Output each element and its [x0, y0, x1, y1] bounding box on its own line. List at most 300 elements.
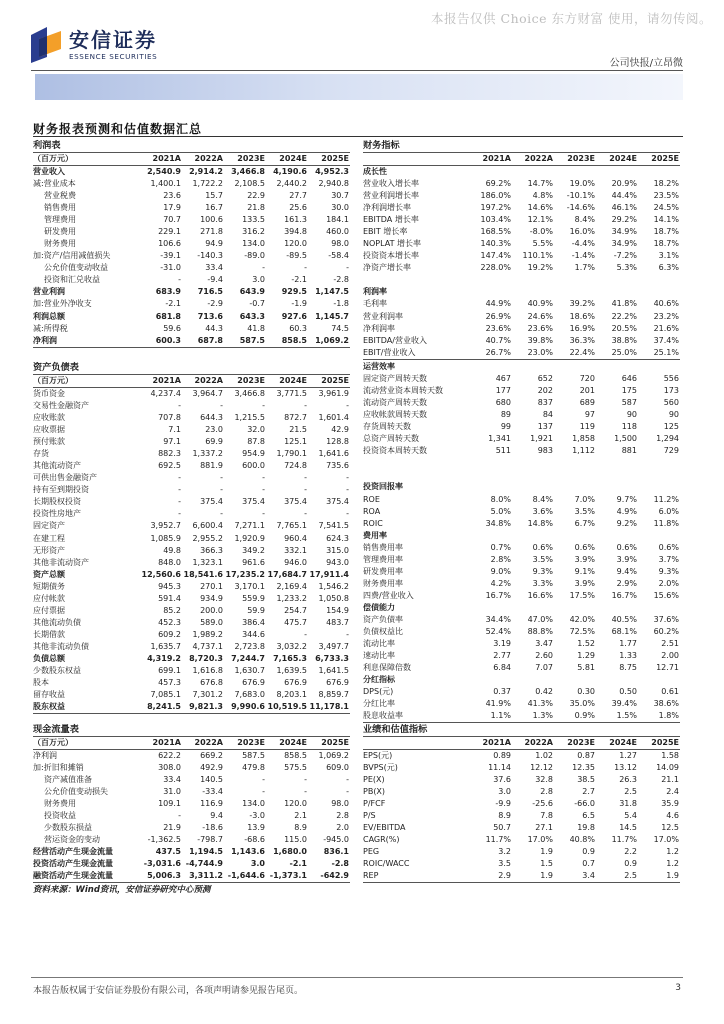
row-label: 少数股东损益	[44, 823, 92, 833]
row-value: 21.6%	[653, 323, 679, 333]
row-value: 452.3	[158, 617, 181, 627]
section-title: 资产负债表	[33, 361, 350, 375]
table-row	[33, 533, 350, 545]
row-value: 1,790.1	[276, 449, 307, 459]
row-label: 四费/营业收入	[363, 590, 414, 600]
row-value: -25.6	[532, 799, 553, 809]
row-value: 836.1	[323, 847, 349, 857]
row-value	[512, 674, 554, 686]
row-value: 3.9%	[616, 554, 637, 564]
row-value: 3.9%	[574, 578, 595, 588]
row-value: 24.5%	[653, 203, 679, 213]
table-row	[363, 566, 680, 578]
table-row	[363, 614, 680, 626]
year-header: 2024E	[266, 153, 308, 166]
row-value: 1.2	[666, 847, 679, 857]
year-header: 2024E	[596, 153, 638, 166]
row-value: -	[262, 473, 265, 483]
row-value: 7.1	[168, 425, 181, 435]
row-value: 927.6	[281, 311, 307, 321]
year-header: 2021A	[140, 153, 182, 166]
row-value: 2,955.2	[192, 533, 223, 543]
row-label: P/FCF	[363, 799, 386, 809]
row-value: -	[262, 401, 265, 411]
row-value: 724.8	[284, 461, 307, 471]
row-value: 643.3	[239, 311, 265, 321]
row-value: 622.2	[158, 751, 181, 760]
table-row	[33, 166, 350, 179]
row-value: 3.6%	[532, 506, 553, 516]
footer-divider	[31, 977, 683, 978]
row-value: 37.6%	[653, 615, 679, 624]
section-title: 利润表	[33, 139, 350, 153]
table-row	[33, 178, 350, 190]
row-value: 0.87	[577, 751, 595, 760]
row-value: 11.14	[488, 763, 511, 773]
row-value: 7.0%	[574, 494, 595, 504]
row-value: 120.0	[284, 799, 307, 809]
row-value: 707.8	[158, 413, 181, 423]
row-value: 18.7%	[653, 227, 679, 237]
row-label: 营业收入增长率	[363, 179, 419, 189]
row-value: -140.3	[197, 251, 223, 261]
row-value: 1.7%	[574, 263, 595, 273]
row-value: -1.4%	[571, 251, 595, 261]
row-value: 2.9	[470, 870, 512, 883]
table-row	[33, 262, 350, 274]
row-value: 12.5	[661, 823, 679, 833]
table-row	[33, 581, 350, 593]
row-value: 11.8%	[653, 518, 679, 528]
row-label: 分红比率	[363, 699, 395, 709]
row-value: 14.6%	[527, 203, 553, 213]
row-value: 12,560.6	[141, 569, 181, 579]
table-row	[363, 870, 680, 883]
row-value: 4,190.6	[273, 167, 307, 176]
row-label: 财务费用率	[363, 578, 403, 588]
row-value: 3.4	[554, 870, 596, 883]
row-value: 271.8	[200, 227, 223, 237]
row-label: 交易性金融资产	[33, 401, 89, 411]
row-value: 41.8%	[611, 299, 637, 309]
row-value: 19.0%	[569, 179, 595, 189]
row-value	[512, 530, 554, 542]
row-value: 0.6%	[616, 542, 637, 552]
row-value: -	[304, 775, 307, 785]
row-value: 94.9	[205, 239, 223, 249]
year-header: 2023E	[224, 153, 266, 166]
row-value: 17,235.2	[225, 569, 265, 579]
row-label: 速动比率	[363, 651, 395, 661]
row-value: 7.8	[540, 811, 553, 821]
table-row	[363, 373, 680, 385]
row-value: 201	[579, 386, 595, 396]
row-value: 1.9	[512, 870, 554, 883]
row-value: 1,635.7	[150, 641, 181, 651]
row-label: 固定资产	[33, 521, 65, 531]
row-value: 394.8	[284, 227, 307, 237]
row-value: 1,500	[614, 434, 637, 444]
year-header: 2023E	[554, 153, 596, 166]
row-label: 净利润率	[363, 323, 395, 333]
row-value: 119	[579, 422, 595, 432]
row-value	[638, 361, 680, 373]
header-row	[363, 153, 680, 166]
row-value: 40.5%	[611, 615, 637, 624]
row-value: 228.0%	[480, 263, 511, 273]
year-header: 2025E	[638, 153, 680, 166]
valuation-metrics-table	[363, 723, 680, 883]
row-value: 9.3%	[658, 566, 679, 576]
table-row	[33, 689, 350, 701]
table-row	[33, 774, 350, 786]
row-value	[596, 469, 638, 481]
row-value: 15.6%	[653, 590, 679, 600]
row-value: 38.6%	[653, 699, 679, 709]
year-header: 2023E	[554, 737, 596, 750]
row-label: 短期债务	[33, 581, 65, 591]
row-value: 2.00	[661, 651, 679, 661]
row-value: -	[346, 509, 349, 519]
row-value: 17,911.4	[309, 569, 349, 579]
table-row	[363, 286, 680, 298]
year-header: 2022A	[512, 153, 554, 166]
row-value: 943.0	[326, 557, 349, 567]
row-value	[638, 457, 680, 469]
row-value: 44.4%	[611, 191, 637, 201]
table-row	[33, 834, 350, 846]
row-value: -	[178, 275, 181, 285]
row-value: 18.2%	[653, 179, 679, 189]
row-value: 22.4%	[554, 347, 596, 360]
row-value: 34.9%	[611, 227, 637, 237]
table-row	[363, 798, 680, 810]
row-value: 52.4%	[485, 627, 511, 637]
row-value: 41.9%	[485, 699, 511, 709]
row-label: 固定资产周转天数	[363, 374, 427, 384]
row-value: 254.7	[284, 605, 307, 615]
row-value: 1,921	[530, 434, 553, 444]
row-value: 31.0	[163, 787, 181, 797]
table-row	[33, 286, 350, 298]
year-header: 2024E	[266, 375, 308, 388]
row-label: 长期股权投资	[33, 497, 81, 507]
row-value	[554, 286, 596, 298]
unit-label: （百万元）	[33, 375, 140, 388]
row-value: 12.35	[572, 763, 595, 773]
table-row	[363, 397, 680, 409]
row-value: -8.0%	[529, 227, 553, 237]
row-value: 587.5	[224, 335, 266, 348]
row-value: 24.6%	[527, 311, 553, 321]
row-label: 毛利率	[363, 299, 387, 309]
row-value: 120.0	[284, 239, 307, 249]
brand-name-en: ESSENCE SECURITIES	[69, 52, 158, 61]
row-value: 38.5	[577, 775, 595, 785]
row-value: 134.0	[242, 799, 265, 809]
row-value: 848.0	[158, 557, 181, 567]
row-value: 1.5	[540, 859, 553, 869]
row-value: 4,237.4	[150, 389, 181, 398]
row-value	[512, 457, 554, 469]
row-value: 716.5	[197, 287, 223, 297]
watermark: 本报告仅供 Choice 东方财富 使用，请勿传阅。	[431, 11, 712, 26]
row-value: -	[304, 473, 307, 483]
row-value: 37.6	[493, 775, 511, 785]
row-value: 0.6%	[574, 542, 595, 552]
row-label: 股本	[33, 678, 49, 688]
row-value: 31.8	[619, 799, 637, 809]
row-value: -	[346, 787, 349, 797]
row-value: 14.09	[656, 763, 679, 773]
row-value: 366.3	[200, 545, 223, 555]
row-value: 1,143.6	[231, 847, 265, 857]
row-value: 37.4%	[653, 335, 679, 345]
row-value: 5.5%	[532, 239, 553, 249]
row-label: 加:折旧和摊销	[33, 763, 84, 773]
row-value: 2.9%	[616, 578, 637, 588]
table-row	[363, 750, 680, 763]
row-label: 货币资金	[33, 389, 65, 398]
row-label: 无形资产	[33, 545, 65, 555]
row-label: 运营效率	[363, 362, 395, 372]
row-value: 18.7%	[653, 239, 679, 249]
row-value: 683.9	[155, 287, 181, 297]
row-value: 14.5	[619, 823, 637, 833]
financial-indicators-table	[363, 139, 680, 360]
table-row	[363, 457, 680, 469]
table-row	[363, 786, 680, 798]
row-value: 2.4	[666, 787, 679, 797]
table-row	[33, 202, 350, 214]
row-value: 881.9	[200, 461, 223, 471]
table-row	[363, 710, 680, 723]
row-value: -	[304, 263, 307, 273]
row-value: 882.3	[158, 449, 181, 459]
row-value: -	[346, 485, 349, 495]
row-value: 1.9	[540, 847, 553, 857]
company-logo	[31, 27, 61, 63]
row-value: 0.37	[493, 687, 511, 697]
row-value	[470, 602, 512, 614]
row-value: 1,641.6	[318, 449, 349, 459]
row-label: P/S	[363, 811, 376, 821]
row-value: 3,964.7	[192, 389, 223, 398]
row-value: 735.6	[326, 461, 349, 471]
row-value: 591.4	[158, 593, 181, 603]
table-row	[363, 274, 680, 286]
row-value: 85.2	[163, 605, 181, 615]
table-row	[363, 385, 680, 397]
row-value: 2.5	[624, 787, 637, 797]
row-label: 财务费用	[44, 239, 76, 249]
row-value: 881	[621, 446, 637, 456]
row-value: -66.0	[574, 799, 595, 809]
row-value: -642.9	[308, 870, 350, 883]
row-value: 575.5	[284, 763, 307, 773]
row-label: 持有至到期投资	[33, 485, 89, 495]
row-value: 7,085.1	[150, 690, 181, 700]
row-value: 11.7%	[611, 835, 637, 845]
row-label: 存货周转天数	[363, 422, 411, 432]
row-value	[596, 274, 638, 286]
row-label	[363, 457, 470, 469]
row-value: 2.2	[624, 847, 637, 857]
row-label: 流动资产周转天数	[363, 398, 427, 408]
table-row	[363, 202, 680, 214]
header-row	[363, 737, 680, 750]
row-value: 2,108.5	[234, 179, 265, 189]
row-value: 23.5%	[653, 191, 679, 201]
row-label: 公允价值变动收益	[44, 263, 108, 273]
row-value: 559.9	[242, 593, 265, 603]
row-value: 26.7%	[470, 347, 512, 360]
row-label: 净利润	[33, 751, 57, 760]
row-value: 32.0	[247, 425, 265, 435]
row-value: 858.5	[266, 335, 308, 348]
row-value: 13.12	[614, 763, 637, 773]
row-value: -14.6%	[566, 203, 595, 213]
row-label: 投资资本增长率	[363, 251, 419, 261]
row-value: 344.6	[242, 629, 265, 639]
row-value	[554, 674, 596, 686]
row-value: 479.8	[242, 763, 265, 773]
row-value: 1,680.0	[273, 847, 307, 857]
row-value: 41.8	[247, 323, 265, 333]
table-row	[33, 484, 350, 496]
row-value: 34.8%	[485, 518, 511, 528]
row-value	[470, 457, 512, 469]
row-value: 133.5	[242, 215, 265, 225]
row-label: NOPLAT 增长率	[363, 239, 422, 249]
row-label: 股东权益	[33, 701, 140, 714]
row-value: -	[178, 811, 181, 821]
row-value: 1,194.5	[189, 847, 223, 857]
row-value: 74.5	[331, 323, 349, 333]
row-value: 680	[495, 398, 511, 408]
row-label: 负债权益比	[363, 627, 403, 637]
row-value: 99	[500, 422, 511, 432]
row-label: REP	[363, 870, 470, 883]
table-row	[363, 542, 680, 554]
row-value: 676.8	[200, 678, 223, 688]
row-value	[596, 530, 638, 542]
row-value: -89.5	[286, 251, 307, 261]
row-value: 42.0%	[569, 615, 595, 624]
row-value: 720	[579, 374, 595, 384]
row-value: 14.8%	[527, 518, 553, 528]
row-value	[596, 361, 638, 373]
row-value: 137	[537, 422, 553, 432]
row-value: 2,723.8	[234, 641, 265, 651]
row-value: 3.19	[493, 639, 511, 649]
row-value: 6.0%	[658, 506, 679, 516]
table-row	[33, 460, 350, 472]
row-value: -	[304, 485, 307, 495]
row-value: 35.0%	[569, 699, 595, 709]
table-row	[363, 530, 680, 542]
row-label: 投资收益	[44, 811, 76, 821]
section-title: 业绩和估值指标	[363, 723, 680, 737]
row-value: 17,684.7	[267, 569, 307, 579]
table-row	[363, 347, 680, 360]
row-value: 676.9	[326, 678, 349, 688]
row-value: 457.3	[158, 678, 181, 688]
row-value: -18.6	[202, 823, 223, 833]
row-value: 983	[537, 446, 553, 456]
row-value: 0.89	[493, 751, 511, 760]
row-value	[638, 602, 680, 614]
row-label: 资产减值准备	[44, 775, 92, 785]
row-value: 33.4	[205, 263, 223, 273]
row-label: 应收帐款周转天数	[363, 410, 427, 420]
row-value	[512, 361, 554, 373]
row-value: 40.8%	[569, 835, 595, 845]
row-value	[638, 530, 680, 542]
row-label: 管理费用	[44, 215, 76, 225]
row-label: 公允价值变动损失	[44, 787, 108, 797]
row-value: -	[262, 263, 265, 273]
row-value: 437.5	[155, 847, 181, 857]
section-title-row	[33, 361, 350, 375]
row-label: 净利润增长率	[363, 203, 411, 213]
row-value: 1,337.2	[192, 449, 223, 459]
row-value: 97.1	[163, 437, 181, 447]
row-value: -33.4	[202, 787, 223, 797]
row-value	[470, 481, 512, 493]
year-header: 2024E	[596, 737, 638, 750]
section-title: 财务指标	[363, 139, 680, 153]
row-label: 其他非流动资产	[33, 557, 89, 567]
row-value: -1.9	[291, 299, 307, 309]
row-value: 3,170.1	[234, 581, 265, 591]
row-value: -	[220, 401, 223, 411]
row-label: 其他流动资产	[33, 461, 81, 471]
section-title-row	[363, 139, 680, 153]
row-value: 4.6	[666, 811, 679, 821]
row-value: 1,085.9	[150, 533, 181, 543]
row-value: 3,771.5	[276, 389, 307, 398]
row-value: 1.2	[666, 859, 679, 869]
row-value: 40.9%	[527, 299, 553, 309]
table-row	[33, 846, 350, 858]
row-value	[596, 286, 638, 298]
row-value	[470, 530, 512, 542]
row-value	[554, 457, 596, 469]
row-value: 315.0	[326, 545, 349, 555]
row-value: 116.9	[200, 799, 223, 809]
row-value: 960.4	[284, 533, 307, 543]
row-value: 35.9	[661, 799, 679, 809]
row-value: -	[262, 787, 265, 797]
row-value: 27.7	[289, 191, 307, 201]
row-value: 9.4%	[616, 566, 637, 576]
row-value: 47.0%	[527, 615, 553, 624]
row-value	[596, 457, 638, 469]
row-value: 42.9	[331, 425, 349, 435]
page-title: 财务报表预测和估值数据汇总	[33, 122, 203, 136]
row-value: 872.7	[284, 413, 307, 423]
row-value: 16.9%	[569, 323, 595, 333]
table-row	[363, 298, 680, 310]
row-value: 13.9	[247, 823, 265, 833]
row-value: 0.9	[624, 859, 637, 869]
row-value: 1.77	[619, 639, 637, 649]
row-label: 利润总额	[33, 311, 65, 321]
row-value: 556	[663, 374, 679, 384]
row-value: -	[220, 473, 223, 483]
row-value: 945.3	[158, 581, 181, 591]
